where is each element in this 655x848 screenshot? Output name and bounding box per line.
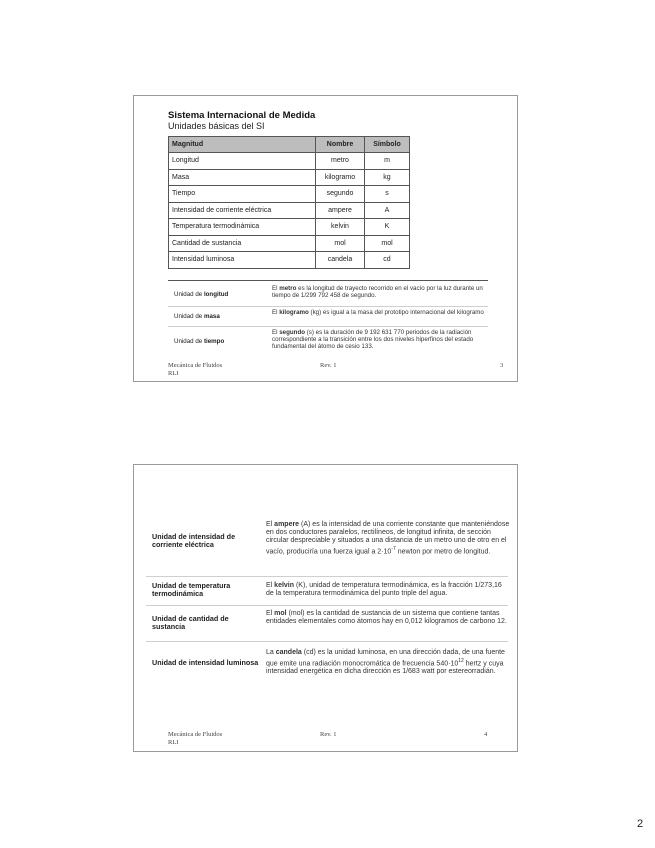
header-simbolo: Símbolo xyxy=(365,137,410,153)
cell-magnitud: Intensidad de corriente eléctrica xyxy=(169,202,316,219)
cell-simbolo: K xyxy=(365,219,410,236)
definition-text: El kilogramo (kg) es igual a la masa del prototipo internacional del kilogramo xyxy=(272,309,484,316)
definition-row-ampere xyxy=(146,517,508,577)
definition-row-tiempo xyxy=(168,326,488,356)
header-nombre: Nombre xyxy=(316,137,365,153)
cell-magnitud: Longitud xyxy=(169,153,316,170)
definition-label: Unidad de intensidad luminosa xyxy=(152,658,259,667)
definition-label: Unidad de temperatura termodinámica xyxy=(152,581,231,598)
cell-nombre: metro xyxy=(316,153,365,170)
cell-simbolo: cd xyxy=(365,252,410,269)
definition-row-masa xyxy=(168,306,488,327)
slide-title: Sistema Internacional de Medida xyxy=(168,110,316,121)
cell-nombre: ampere xyxy=(316,202,365,219)
cell-magnitud: Tiempo xyxy=(169,186,316,203)
cell-nombre: mol xyxy=(316,235,365,252)
cell-nombre: kelvin xyxy=(316,219,365,236)
definition-label: Unidad de longitud xyxy=(174,291,229,298)
cell-simbolo: mol xyxy=(365,235,410,252)
definition-label: Unidad de masa xyxy=(174,313,220,320)
footer-course: Mecánica de Fluidos RLI xyxy=(168,731,223,746)
definition-text: El ampere (A) es la intensidad de una corriente constante que manteniéndose en dos conductores paralelos, rectilíneos, de longitud infinita, de sección circular despreciable y situados a una distancia de un metro uno de otro en el vacío, produciría una fuerza igual a $2\cdot 10^{-7}$ newton por metro de longitud. xyxy=(266,521,510,556)
cell-magnitud: Intensidad luminosa xyxy=(169,252,316,269)
si-units-table xyxy=(168,136,410,269)
definition-row-longitud xyxy=(168,282,488,307)
cell-nombre: candela xyxy=(316,252,365,269)
header-magnitud: Magnitud xyxy=(169,137,316,153)
cell-magnitud: Temperatura termodinámica xyxy=(169,219,316,236)
definition-label: Unidad de tiempo xyxy=(174,338,225,345)
slide-4 xyxy=(133,464,518,752)
cell-magnitud: Masa xyxy=(169,169,316,186)
footer-course: Mecánica de Fluidos RLI xyxy=(168,362,223,377)
slide-subtitle: Unidades básicas del SI xyxy=(168,121,265,131)
table-row xyxy=(169,235,410,252)
table-row xyxy=(169,202,410,219)
table-row xyxy=(169,153,410,170)
footer-revision: Rev. 1 xyxy=(320,731,337,738)
definition-text: El segundo (s) es la duración de 9 192 631 770 periodos de la radiación correspondiente a la transición entre los dos niveles hiperfinos del estado fundamental del átomo de cesio 133. xyxy=(272,329,474,351)
cell-nombre: kilogramo xyxy=(316,169,365,186)
table-header-row xyxy=(169,137,410,153)
footer-page-number: 4 xyxy=(484,731,488,738)
definition-row-candela xyxy=(146,641,508,693)
footer-page-number: 3 xyxy=(500,362,504,369)
cell-simbolo: A xyxy=(365,202,410,219)
definition-label: Unidad de cantidad de sustancia xyxy=(152,614,229,631)
definition-text: La candela (cd) es la unidad luminosa, en una dirección dada, de una fuente que emite una radiación monocromática de frecuencia $540\cdot 10^{12}$ hertz y cuya intensidad energética en dicha dirección es 1/683 watt por estereorradián. xyxy=(266,649,505,676)
table-row xyxy=(169,169,410,186)
cell-simbolo: kg xyxy=(365,169,410,186)
cell-magnitud: Cantidad de sustancia xyxy=(169,235,316,252)
cell-simbolo: m xyxy=(365,153,410,170)
footer-revision: Rev. 1 xyxy=(320,362,337,369)
divider xyxy=(168,280,488,281)
definition-text: El kelvin (K), unidad de temperatura termodinámica, es la fracción 1/273,16 de la temperatura termodinámica del punto triple del agua. xyxy=(266,582,502,597)
definition-row-kelvin xyxy=(146,576,508,606)
cell-simbolo: s xyxy=(365,186,410,203)
definition-text: El metro es la longitud de trayecto recorrido en el vacío por la luz durante un tiempo de 1/299 792 458 de segundo. xyxy=(272,285,483,300)
table-row xyxy=(169,252,410,269)
definition-row-mol xyxy=(146,605,508,642)
definition-label: Unidad de intensidad de corriente eléctrica xyxy=(152,532,236,549)
slide-3 xyxy=(133,95,518,382)
definition-text: El mol (mol) es la cantidad de sustancia de un sistema que contiene tantas entidades elementales como átomos hay en 0,012 kilogramos de carbono 12. xyxy=(266,610,507,625)
page-number: 2 xyxy=(637,818,644,830)
table-row xyxy=(169,186,410,203)
table-row xyxy=(169,219,410,236)
cell-nombre: segundo xyxy=(316,186,365,203)
